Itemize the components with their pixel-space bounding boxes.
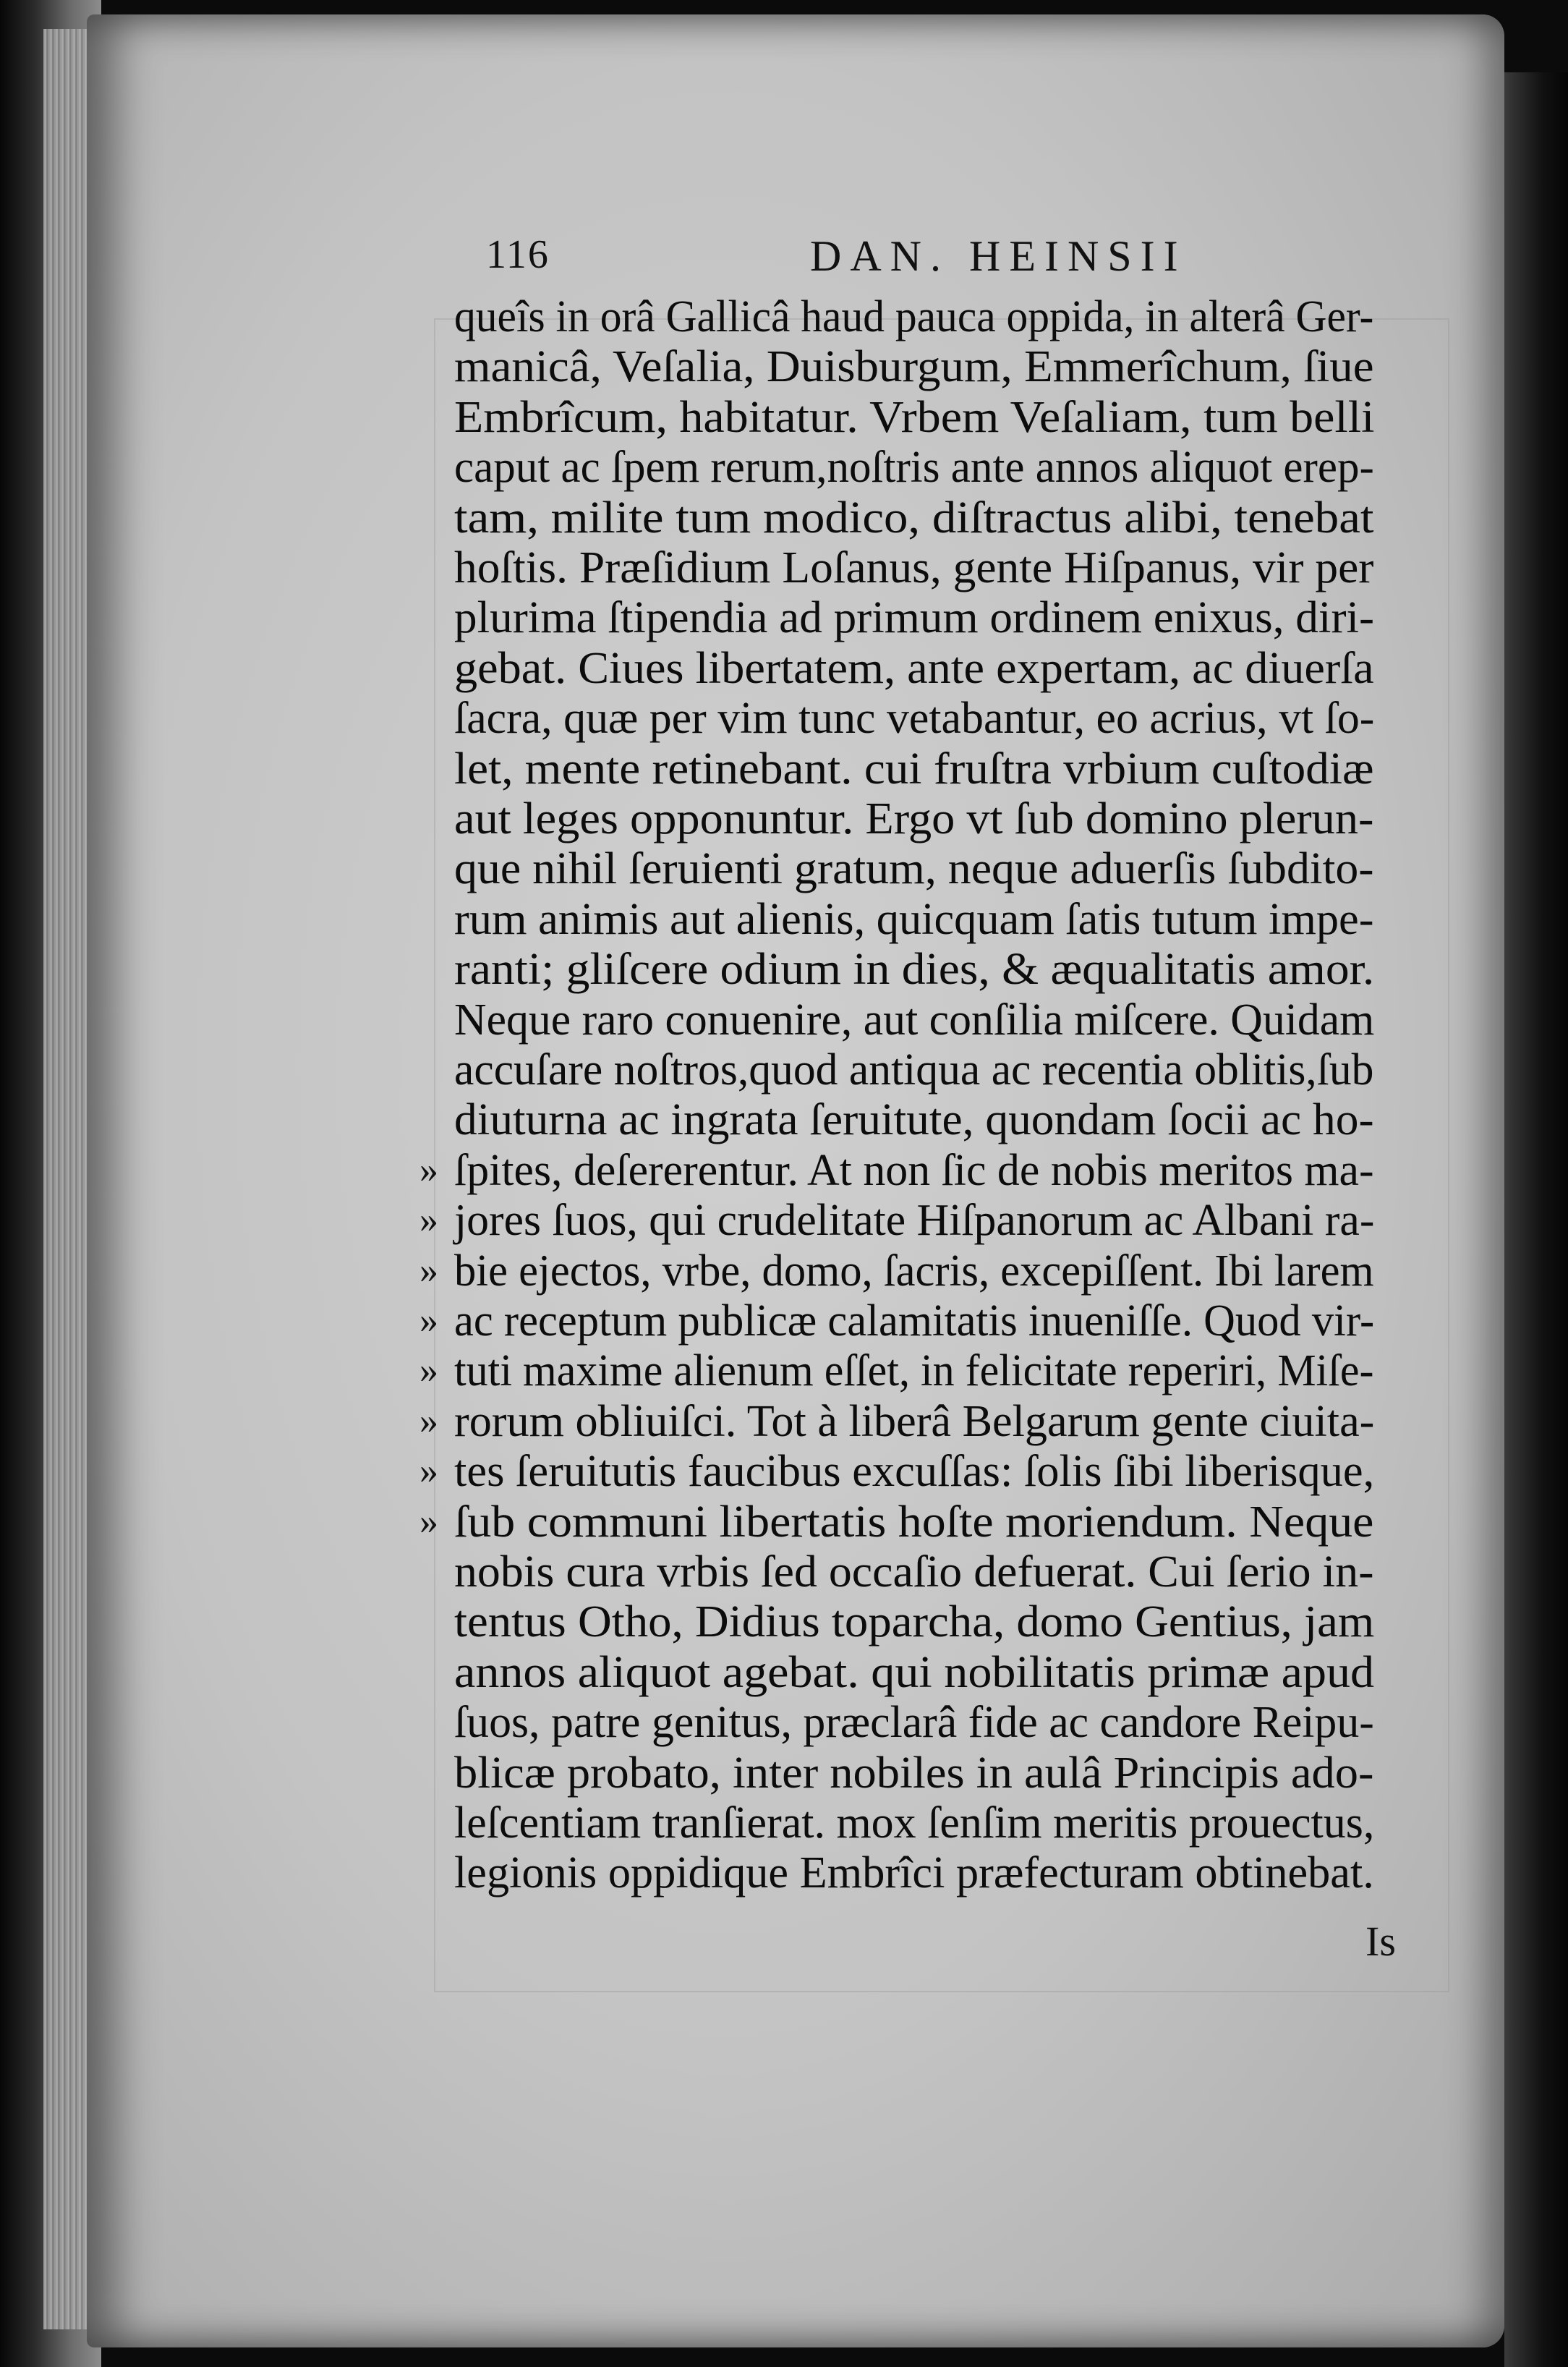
quotation-marker: » (419, 1350, 438, 1391)
line-text: que nihil ſeruienti gratum, neque aduerſis ſubdito- (454, 844, 1374, 893)
page-number: 116 (486, 232, 550, 277)
quotation-marker: » (419, 1300, 438, 1341)
line-text: plurima ſtipendia ad primum ordinem enixus, diri- (454, 593, 1375, 642)
line-text: rorum obliuiſci. Tot à liberâ Belgarum gente ciuita- (454, 1397, 1375, 1446)
quotation-marker: » (419, 1149, 438, 1191)
line-text: leſcentiam tranſierat. mox ſenſim meritis prouectus, (454, 1798, 1375, 1848)
line-text: bie ejectos, vrbe, domo, ſacris, excepiſſent. Ibi larem (454, 1246, 1374, 1296)
line-text: Embrîcum, habitatur. Vrbem Veſaliam, tum belli (454, 393, 1375, 442)
line-text: ranti; gliſcere odium in dies, & æqualitatis amor. (454, 945, 1375, 994)
line-text: tes ſeruitutis faucibus excuſſas: ſolis ſibi liberisque, (454, 1447, 1375, 1496)
line-text: legionis oppidique Embrîci præfecturam obtinebat. (454, 1848, 1374, 1898)
line-text: blicæ probato, inter nobiles in aulâ Principis ado- (454, 1748, 1374, 1798)
line-text: ſuos, patre genitus, præclarâ fide ac candore Reipu- (454, 1698, 1374, 1747)
line-text: ſpites, deſererentur. At non ſic de nobis meritos ma- (454, 1146, 1374, 1195)
line-text: caput ac ſpem rerum,noſtris ante annos aliquot erep- (454, 443, 1374, 492)
line-text: ſacra, quæ per vim tunc vetabantur, eo acrius, vt ſo- (454, 694, 1375, 743)
quotation-marker: » (419, 1450, 438, 1492)
line-text: diuturna ac ingrata ſeruitute, quondam ſocii ac ho- (454, 1095, 1374, 1144)
line-text: tentus Otho, Didius toparcha, domo Gentius, jam (454, 1597, 1375, 1646)
line-text: rum animis aut alienis, quicquam ſatis tutum impe- (454, 895, 1374, 944)
line-text: queîs in orâ Gallicâ haud pauca oppida, in alterâ Ger- (454, 292, 1374, 341)
line-text: aut leges opponuntur. Ergo vt ſub domino plerun- (454, 794, 1374, 843)
book-right-edge (1504, 72, 1568, 2367)
line-text: nobis cura vrbis ſed occaſio defuerat. Cui ſerio in- (454, 1547, 1374, 1597)
quotation-marker: » (419, 1401, 438, 1442)
running-title: DAN. HEINSII (810, 232, 1187, 280)
line-text: ac receptum publicæ calamitatis inueniſſe. Quod vir- (454, 1296, 1375, 1346)
line-text: manicâ, Veſalia, Duisburgum, Emmerîchum, ſiue (454, 342, 1374, 391)
line-text: annos aliquot agebat. qui nobilitatis primæ apud (454, 1648, 1375, 1697)
line-text: tam, milite tum modico, diſtractus alibi, tenebat (454, 493, 1374, 543)
line-text: jores ſuos, qui crudelitate Hiſpanorum ac Albani ra- (454, 1196, 1375, 1245)
line-text: ſub communi libertatis hoſte moriendum. Neque (454, 1497, 1374, 1547)
catchword: Is (1365, 1918, 1396, 1965)
quotation-marker: » (419, 1199, 438, 1241)
running-head (0, 231, 1568, 289)
line-text: Neque raro conuenire, aut conſilia miſcere. Quidam (454, 995, 1375, 1045)
quotation-marker: » (419, 1501, 438, 1542)
line-text: gebat. Ciues libertatem, ante expertam, ac diuerſa (454, 644, 1374, 693)
line-text: let, mente retinebant. cui fruſtra vrbium cuſtodiæ (454, 744, 1374, 794)
line-text: accuſare noſtros,quod antiqua ac recentia oblitis,ſub (454, 1045, 1374, 1095)
quotation-marker: » (419, 1250, 438, 1291)
line-text: tuti maxime alienum eſſet, in felicitate reperiri, Miſe- (454, 1346, 1374, 1395)
line-text: hoſtis. Præſidium Loſanus, gente Hiſpanus, vir per (454, 543, 1374, 592)
